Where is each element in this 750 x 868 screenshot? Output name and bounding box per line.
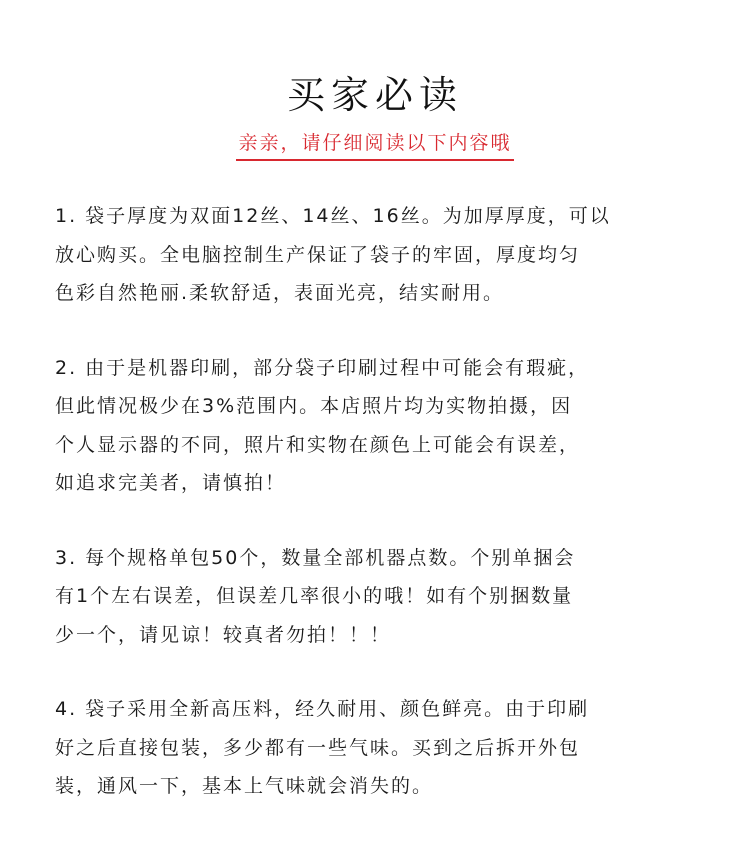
- notice-content: [55, 197, 705, 806]
- paragraph-line: 个人显示器的不同，照片和实物在颜色上可能会有误差，: [55, 433, 581, 456]
- subtitle-container: [0, 128, 750, 161]
- paragraph-line: 好之后直接包装，多少都有一些气味。买到之后拆开外包: [55, 736, 581, 759]
- paragraph-line: 有1个左右误差，但误差几率很小的哦！如有个别捆数量: [55, 585, 574, 607]
- paragraph-line: 色彩自然艳丽.柔软舒适，表面光亮，结实耐用。: [55, 282, 505, 304]
- paragraph-line: 少一个，请见谅！较真者勿拍！！！: [55, 623, 392, 646]
- paragraph-2: [55, 349, 705, 503]
- page-title: 买家必读: [286, 73, 463, 117]
- paragraph-3: [55, 539, 705, 655]
- paragraph-line: 2. 由于是机器印刷，部分袋子印刷过程中可能会有瑕疵，: [55, 356, 590, 379]
- subtitle-notice: 亲亲，请仔细阅读以下内容哦: [236, 128, 513, 161]
- paragraph-4: [55, 690, 705, 806]
- paragraph-1: [55, 197, 705, 313]
- paragraph-line: 1. 袋子厚度为双面12丝、14丝、16丝。为加厚厚度，可以: [55, 205, 611, 227]
- paragraph-line: 但此情况极少在3%范围内。本店照片均为实物拍摄，因: [55, 395, 573, 417]
- paragraph-line: 3. 每个规格单包50个，数量全部机器点数。个别单捆会: [55, 546, 576, 569]
- paragraph-line: 装，通风一下，基本上气味就会消失的。: [55, 775, 434, 797]
- paragraph-line: 如追求完美者，请慎拍！: [55, 472, 287, 494]
- paragraph-line: 4. 袋子采用全新高压料，经久耐用、颜色鲜亮。由于印刷: [55, 698, 590, 720]
- paragraph-line: 放心购买。全电脑控制生产保证了袋子的牢固，厚度均匀: [55, 243, 581, 266]
